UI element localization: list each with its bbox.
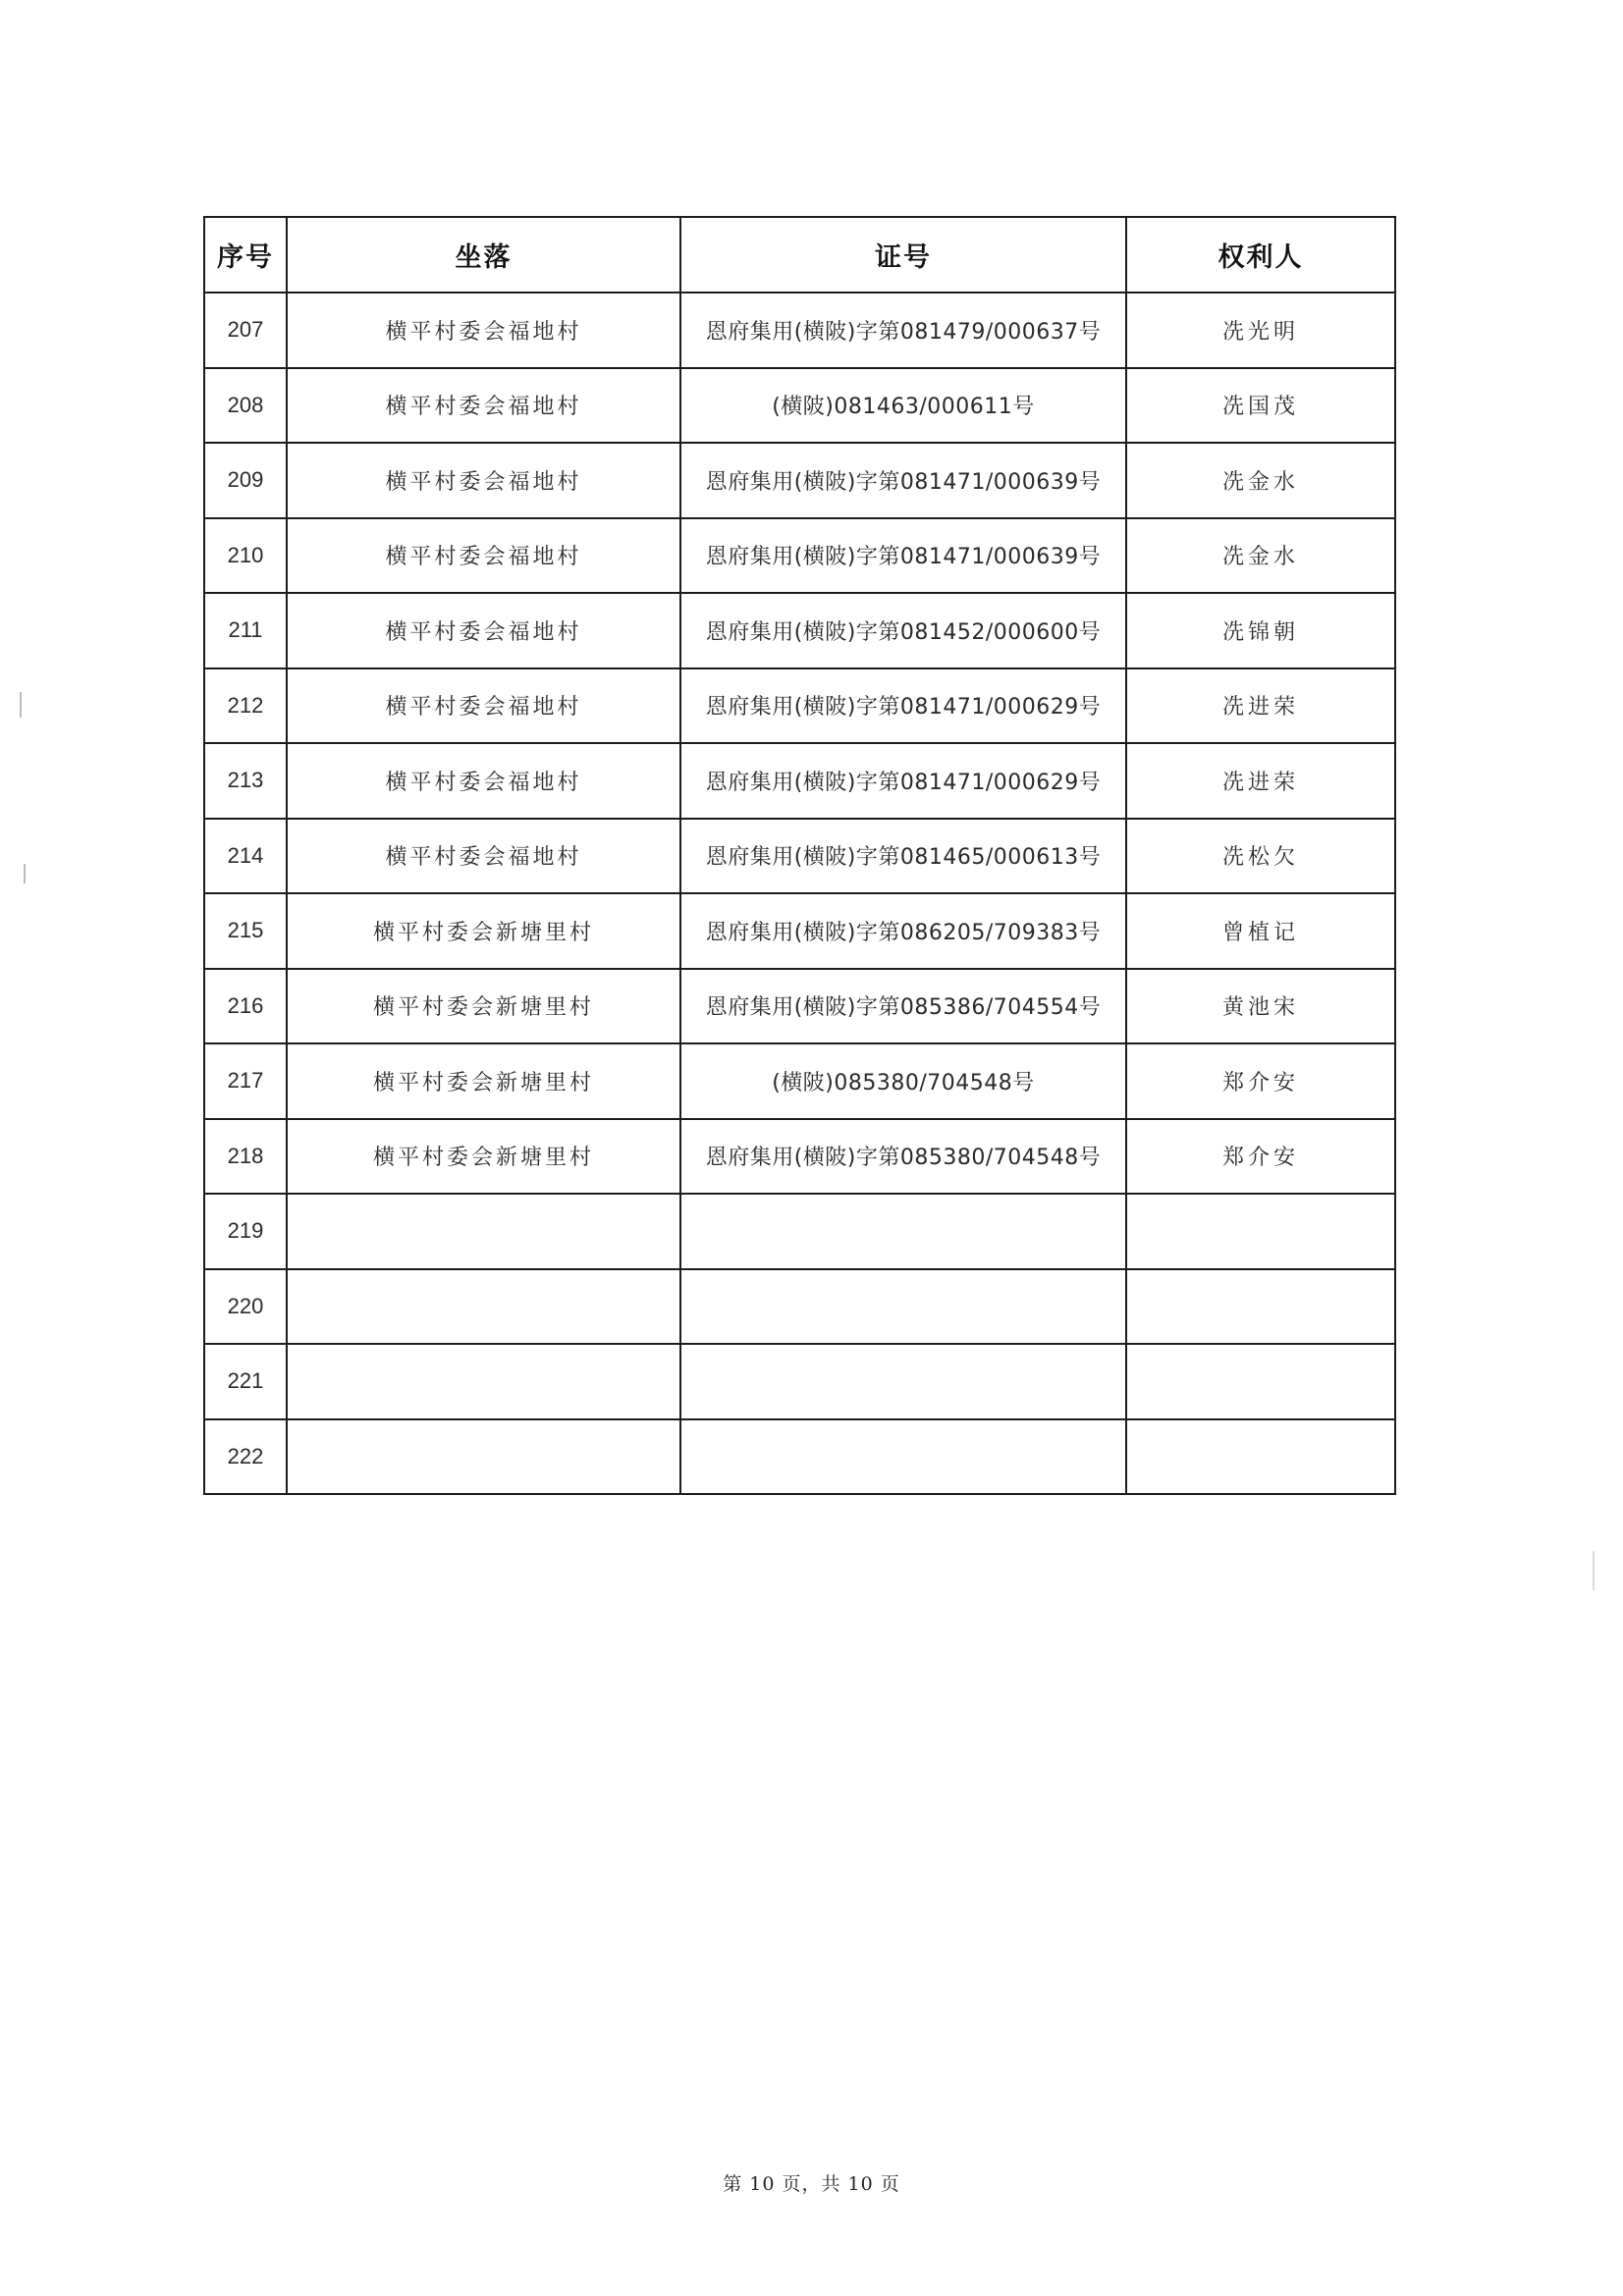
header-row <box>204 217 1395 293</box>
cell-certificate: (横陂)085380/704548号 <box>680 1043 1126 1119</box>
cell-owner: 冼进荣 <box>1126 743 1395 819</box>
cell-owner <box>1126 1194 1395 1269</box>
header-location: 坐落 <box>287 217 680 293</box>
cell-seq: 207 <box>204 293 287 368</box>
cell-certificate: 恩府集用(横陂)字第081479/000637号 <box>680 293 1126 368</box>
cell-location: 横平村委会福地村 <box>287 368 680 444</box>
cell-seq: 211 <box>204 593 287 668</box>
cell-certificate: 恩府集用(横陂)字第081452/000600号 <box>680 593 1126 668</box>
cell-seq: 215 <box>204 893 287 969</box>
table-body <box>204 293 1395 1494</box>
cell-seq: 214 <box>204 819 287 894</box>
cell-owner: 冼锦朝 <box>1126 593 1395 668</box>
cell-certificate: 恩府集用(横陂)字第081471/000629号 <box>680 743 1126 819</box>
scan-artifact <box>1593 1551 1595 1590</box>
cell-certificate: 恩府集用(横陂)字第081471/000639号 <box>680 443 1126 518</box>
table-row <box>204 443 1395 518</box>
table-row <box>204 668 1395 744</box>
cell-certificate: (横陂)081463/000611号 <box>680 368 1126 444</box>
cell-location: 横平村委会福地村 <box>287 819 680 894</box>
cell-seq: 220 <box>204 1269 287 1345</box>
cell-owner <box>1126 1419 1395 1495</box>
table-row <box>204 518 1395 594</box>
cell-seq: 216 <box>204 969 287 1044</box>
cell-owner: 冼金水 <box>1126 443 1395 518</box>
cell-owner <box>1126 1269 1395 1345</box>
cell-owner: 冼光明 <box>1126 293 1395 368</box>
cell-location: 横平村委会福地村 <box>287 668 680 744</box>
cell-location <box>287 1194 680 1269</box>
table-row <box>204 743 1395 819</box>
cell-seq: 219 <box>204 1194 287 1269</box>
table-row <box>204 969 1395 1044</box>
table-header <box>204 217 1395 293</box>
cell-seq: 222 <box>204 1419 287 1495</box>
cell-certificate: 恩府集用(横陂)字第081465/000613号 <box>680 819 1126 894</box>
cell-certificate <box>680 1344 1126 1419</box>
header-certificate: 证号 <box>680 217 1126 293</box>
cell-owner: 冼进荣 <box>1126 668 1395 744</box>
cell-seq: 218 <box>204 1119 287 1195</box>
cell-location: 横平村委会新塘里村 <box>287 1043 680 1119</box>
table-row <box>204 368 1395 444</box>
cell-location <box>287 1269 680 1345</box>
table-row <box>204 1043 1395 1119</box>
cell-seq: 221 <box>204 1344 287 1419</box>
cell-certificate <box>680 1194 1126 1269</box>
cell-seq: 213 <box>204 743 287 819</box>
cell-location: 横平村委会福地村 <box>287 518 680 594</box>
table-row <box>204 1194 1395 1269</box>
cell-owner: 冼松欠 <box>1126 819 1395 894</box>
cell-owner: 郑介安 <box>1126 1043 1395 1119</box>
cell-seq: 210 <box>204 518 287 594</box>
header-seq: 序号 <box>204 217 287 293</box>
cell-certificate <box>680 1269 1126 1345</box>
cell-certificate <box>680 1419 1126 1495</box>
cell-location: 横平村委会新塘里村 <box>287 969 680 1044</box>
cell-owner: 黄池宋 <box>1126 969 1395 1044</box>
cell-location: 横平村委会福地村 <box>287 443 680 518</box>
cell-seq: 209 <box>204 443 287 518</box>
cell-certificate: 恩府集用(横陂)字第086205/709383号 <box>680 893 1126 969</box>
cell-owner: 郑介安 <box>1126 1119 1395 1195</box>
cell-owner: 曾植记 <box>1126 893 1395 969</box>
table-row <box>204 1119 1395 1195</box>
table-row <box>204 293 1395 368</box>
header-owner: 权利人 <box>1126 217 1395 293</box>
table-row <box>204 593 1395 668</box>
cell-location <box>287 1344 680 1419</box>
cell-certificate: 恩府集用(横陂)字第085386/704554号 <box>680 969 1126 1044</box>
table-row <box>204 893 1395 969</box>
cell-owner: 冼金水 <box>1126 518 1395 594</box>
page-footer: 第 10 页，共 10 页 <box>723 2173 900 2195</box>
cell-seq: 208 <box>204 368 287 444</box>
cell-seq: 212 <box>204 668 287 744</box>
cell-certificate: 恩府集用(横陂)字第085380/704548号 <box>680 1119 1126 1195</box>
table-row <box>204 1419 1395 1495</box>
cell-certificate: 恩府集用(横陂)字第081471/000639号 <box>680 518 1126 594</box>
cell-location <box>287 1419 680 1495</box>
scan-artifact <box>20 692 22 718</box>
table-row <box>204 1269 1395 1345</box>
table-row <box>204 1344 1395 1419</box>
cell-certificate: 恩府集用(横陂)字第081471/000629号 <box>680 668 1126 744</box>
land-registry-table <box>203 216 1396 1495</box>
cell-seq: 217 <box>204 1043 287 1119</box>
table-row <box>204 819 1395 894</box>
cell-location: 横平村委会新塘里村 <box>287 893 680 969</box>
scan-artifact <box>24 864 26 883</box>
cell-location: 横平村委会福地村 <box>287 293 680 368</box>
cell-location: 横平村委会福地村 <box>287 743 680 819</box>
cell-owner: 冼国茂 <box>1126 368 1395 444</box>
cell-location: 横平村委会福地村 <box>287 593 680 668</box>
cell-owner <box>1126 1344 1395 1419</box>
cell-location: 横平村委会新塘里村 <box>287 1119 680 1195</box>
